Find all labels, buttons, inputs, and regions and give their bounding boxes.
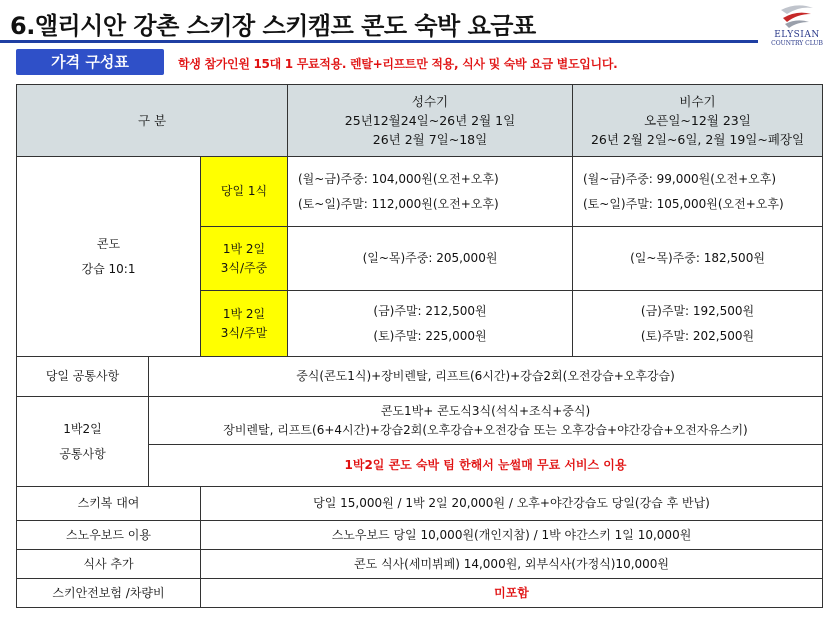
peak-period-2: 26년 2월 7일~18일 [372, 132, 488, 147]
overnight-weekend-label [201, 291, 288, 357]
day-trip-peak [288, 157, 573, 227]
overnight-weekend-peak-sat: (토)주말: 225,000원 [373, 328, 487, 343]
snowboard-value: 스노우보드 당일 10,000원(개인지참) / 1박 야간스키 1일 10,000원 [201, 521, 823, 550]
overnight-common-label [17, 397, 149, 487]
overnight-common-label-2: 공통사항 [59, 446, 106, 461]
ski-wear-value: 당일 15,000원 / 1박 2일 20,000원 / 오후+야간강습도 당일(강습 후 반납) [201, 487, 823, 521]
notice-text: 학생 참가인원 15대 1 무료적용. 렌탈+리프트만 적용, 식사 및 숙박 요금 별도입니다. [178, 57, 618, 71]
day-trip-peak-weekday: (월~금)주중: 104,000원(오전+오후) [298, 171, 499, 186]
overnight-weekend-off-fri: (금)주말: 192,500원 [640, 303, 755, 318]
sled-service-note: 1박2일 콘도 숙박 팀 한해서 눈썰매 무료 서비스 이용 [149, 445, 823, 487]
day-common-value: 중식(콘도1식)+장비렌탈, 리프트(6시간)+강습2회(오전강습+오후강습) [149, 357, 823, 397]
peak-title: 성수기 [411, 94, 449, 109]
overnight-weekday-label-2: 3식/주중 [220, 260, 268, 275]
header-category: 구 분 [17, 85, 288, 157]
overnight-weekend-off-sat: (토)주말: 202,500원 [640, 328, 755, 343]
overnight-common-line-1: 콘도1박+ 콘도식3식(석식+조식+중식) [380, 403, 591, 418]
overnight-common-value [149, 397, 823, 445]
overnight-common-label-1: 1박2일 [63, 421, 102, 436]
logo-sub: COUNTRY CLUB [771, 40, 823, 47]
overnight-weekend-peak-fri: (금)주말: 212,500원 [373, 303, 487, 318]
snowboard-label: 스노우보드 이용 [17, 521, 201, 550]
page-title: 6.앨리시안 강촌 스키장 스키캠프 콘도 숙박 요금표 [10, 12, 536, 40]
overnight-weekday-label [201, 227, 288, 291]
condo-label-2: 강습 10:1 [81, 261, 136, 276]
day-trip-off-weekend: (토~일)주말: 105,000원(오전+오후) [583, 196, 784, 211]
off-period-1: 오픈일~12월 23일 [644, 113, 751, 128]
overnight-weekend-off [573, 291, 823, 357]
insurance-label: 스키안전보험 /차량비 [17, 579, 201, 608]
condo-label-1: 콘도 [96, 236, 121, 251]
price-structure-badge: 가격 구성표 [16, 49, 164, 75]
overnight-common-line-2: 장비렌탈, 리프트(6+4시간)+강습2회(오후강습+오전강습 또는 오후강습+야간강습+오전자유스키) [223, 422, 748, 437]
elysian-emblem-icon [775, 2, 819, 30]
elysian-logo [762, 2, 832, 54]
day-trip-off-weekday: (월~금)주중: 99,000원(오전+오후) [583, 171, 777, 186]
condo-label [17, 157, 201, 357]
ski-wear-label: 스키복 대여 [17, 487, 201, 521]
day-trip-peak-weekend: (토~일)주말: 112,000원(오전+오후) [298, 196, 499, 211]
header-peak-season [288, 85, 573, 157]
overnight-weekend-label-2: 3식/주말 [220, 325, 268, 340]
off-title: 비수기 [679, 94, 716, 109]
price-table [16, 84, 823, 608]
overnight-weekend-peak [288, 291, 573, 357]
day-trip-label: 당일 1식 [201, 157, 288, 227]
header-off-season [573, 85, 823, 157]
meal-label: 식사 추가 [17, 550, 201, 579]
logo-brand: ELYSIAN [774, 30, 820, 40]
overnight-weekend-label-1: 1박 2일 [222, 306, 266, 321]
title-divider [0, 40, 758, 43]
overnight-weekday-label-1: 1박 2일 [222, 241, 266, 256]
day-trip-off [573, 157, 823, 227]
day-common-label: 당일 공통사항 [17, 357, 149, 397]
off-period-2: 26년 2월 2일~6일, 2월 19일~폐장일 [590, 132, 805, 147]
peak-period-1: 25년12월24일~26년 2월 1일 [344, 113, 516, 128]
meal-value: 콘도 식사(세미뷔페) 14,000원, 외부식사(가정식)10,000원 [201, 550, 823, 579]
overnight-weekday-off: (일~목)주중: 182,500원 [573, 227, 823, 291]
insurance-value: 미포함 [201, 579, 823, 608]
overnight-weekday-peak: (일~목)주중: 205,000원 [288, 227, 573, 291]
